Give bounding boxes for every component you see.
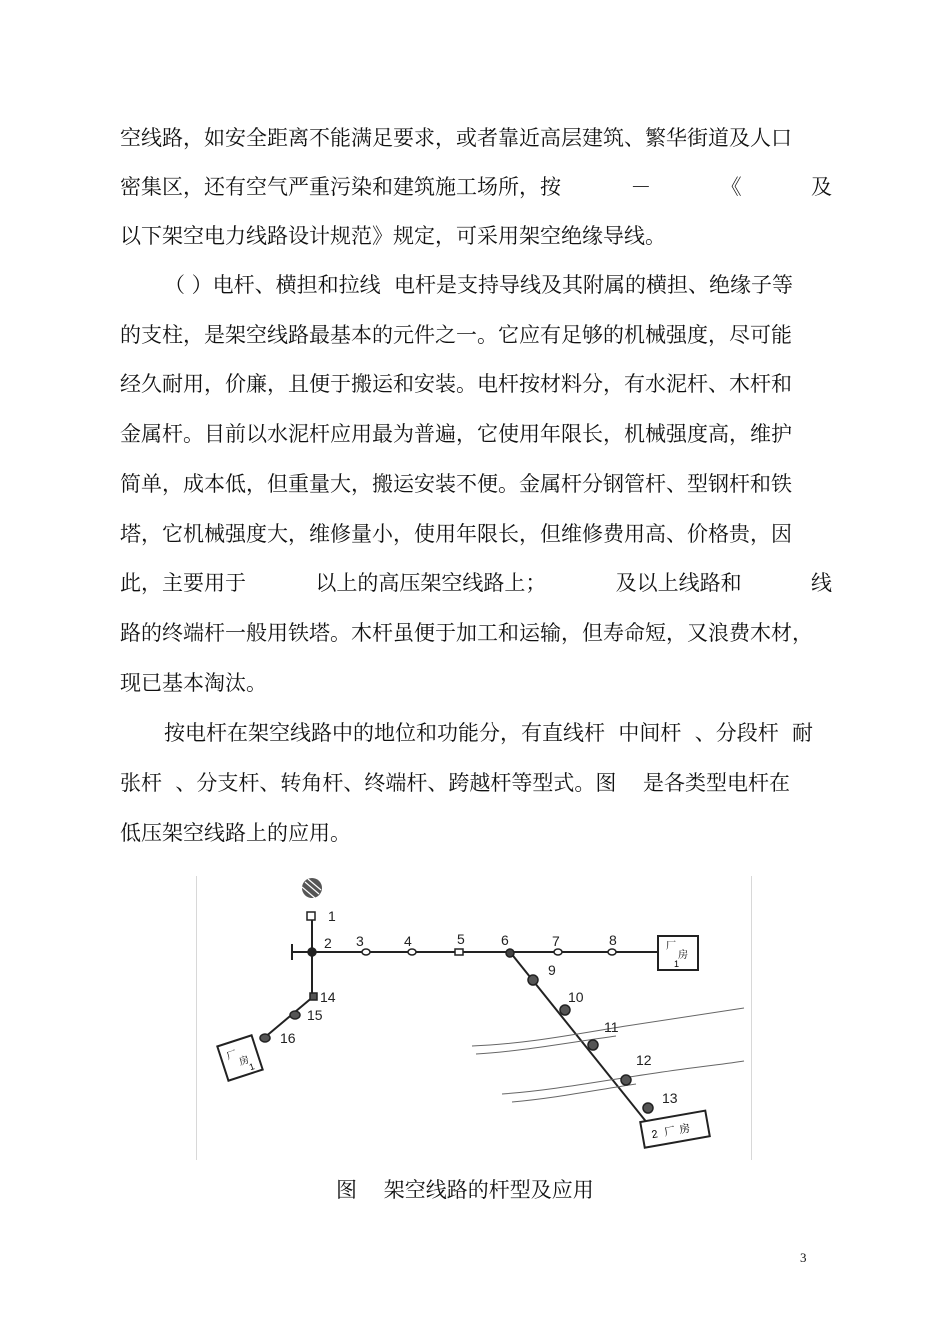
factory-box-1: [658, 936, 698, 970]
para1-line2-part: －: [630, 175, 652, 199]
para2-line7-part: 以上的高压架空线路上；: [315, 571, 547, 595]
pole-label: 3: [356, 933, 364, 949]
pole-label: 5: [457, 931, 465, 947]
pole-icon: [310, 993, 317, 1000]
page-number: 3: [800, 1250, 807, 1265]
svg-text:厂: 厂: [225, 1049, 239, 1063]
pole-label: 15: [307, 1007, 323, 1023]
pole-icon: [308, 948, 316, 956]
para1-line2-part: 《: [720, 175, 742, 199]
factory-box-2: [640, 1111, 710, 1148]
svg-text:2: 2: [650, 1128, 659, 1142]
pole-icon: [362, 949, 370, 955]
figure-caption: 图 架空线路的杆型及应用: [336, 1178, 594, 1202]
pole-label: 7: [552, 933, 560, 949]
svg-text:房: 房: [678, 950, 688, 961]
para2-line9: 现已基本淘汰。: [120, 671, 267, 695]
para2-line7-part: 此，主要用于: [120, 571, 246, 595]
para2-line7-part: 线: [810, 571, 832, 595]
pole-icon: [408, 949, 416, 955]
para2-line6: 塔，它机械强度大，维修量小，使用年限长，但维修费用高、价格贵，因: [120, 522, 792, 546]
pole-icon: [455, 949, 463, 955]
svg-text:厂: 厂: [663, 1125, 677, 1139]
pole-labels: [280, 908, 678, 1106]
pole-label: 6: [501, 932, 509, 948]
diagram-svg: [196, 876, 752, 1160]
svg-text:房: 房: [678, 1122, 692, 1137]
para2-line3: 经久耐用，价廉，且便于搬运和安装。电杆按材料分，有水泥杆、木杆和: [120, 372, 792, 396]
para1-line3: 以下架空电力线路设计规范》规定，可采用架空绝缘导线。: [120, 224, 666, 248]
pole-icon: [290, 1011, 300, 1019]
pole-label: 4: [404, 933, 412, 949]
pole-label: 2: [324, 935, 332, 951]
pole-label: 12: [636, 1052, 652, 1068]
pole-icon: [588, 1040, 598, 1050]
svg-text:1: 1: [247, 1061, 256, 1073]
pole-icon: [554, 949, 562, 955]
pole-icon: [307, 912, 315, 920]
pole-icon: [506, 949, 514, 957]
para3-line3: 低压架空线路上的应用。: [120, 821, 351, 845]
para2-line8: 路的终端杆一般用铁塔。木杆虽便于加工和运输，但寿命短，又浪费木材，: [120, 621, 813, 645]
para2-line7: [120, 568, 832, 598]
para2-line1: （ ）电杆、横担和拉线 电杆是支持导线及其附属的横担、绝缘子等: [164, 273, 794, 297]
pole-label: 13: [662, 1090, 678, 1106]
svg-text:房: 房: [237, 1054, 251, 1069]
para2-line5: 简单，成本低，但重量大，搬运安装不便。金属杆分钢管杆、型钢杆和铁: [120, 472, 792, 496]
pole-icon: [608, 949, 616, 955]
para2-line4: 金属杆。目前以水泥杆应用最为普遍，它使用年限长，机械强度高，维护: [120, 422, 792, 446]
para1-line2: [120, 172, 832, 202]
para1-line2-part: 密集区，还有空气严重污染和建筑施工场所，按: [120, 175, 561, 199]
para3-line2: 张杆 、分支杆、转角杆、终端杆、跨越杆等型式。图 是各类型电杆在: [120, 771, 791, 795]
pole-label: 14: [320, 989, 336, 1005]
pole-icon: [621, 1075, 631, 1085]
para1-line2-part: 及: [810, 175, 832, 199]
pole-label: 11: [604, 1019, 619, 1035]
para1-line1: 空线路，如安全距离不能满足要求，或者靠近高层建筑、繁华街道及人口: [120, 126, 792, 150]
pole-label: 10: [568, 989, 584, 1005]
pole-icon: [560, 1005, 570, 1015]
overhead-line-diagram: [196, 876, 752, 1160]
pole-label: 1: [328, 908, 336, 924]
factory-box-3: [217, 1035, 262, 1080]
para3-line1: 按电杆在架空线路中的地位和功能分，有直线杆 中间杆 、分段杆 耐: [164, 721, 814, 745]
para2-line2: 的支柱，是架空线路最基本的元件之一。它应有足够的机械强度，尽可能: [120, 323, 792, 347]
pole-icon: [260, 1034, 270, 1042]
svg-text:厂: 厂: [666, 941, 676, 952]
svg-text:1: 1: [674, 959, 680, 969]
pole-label: 16: [280, 1030, 296, 1046]
pole-label: 9: [548, 962, 556, 978]
pole-icon: [643, 1103, 653, 1113]
pole-label: 8: [609, 932, 617, 948]
para2-line7-part: 及以上线路和: [615, 571, 742, 595]
pole-icon: [528, 975, 538, 985]
